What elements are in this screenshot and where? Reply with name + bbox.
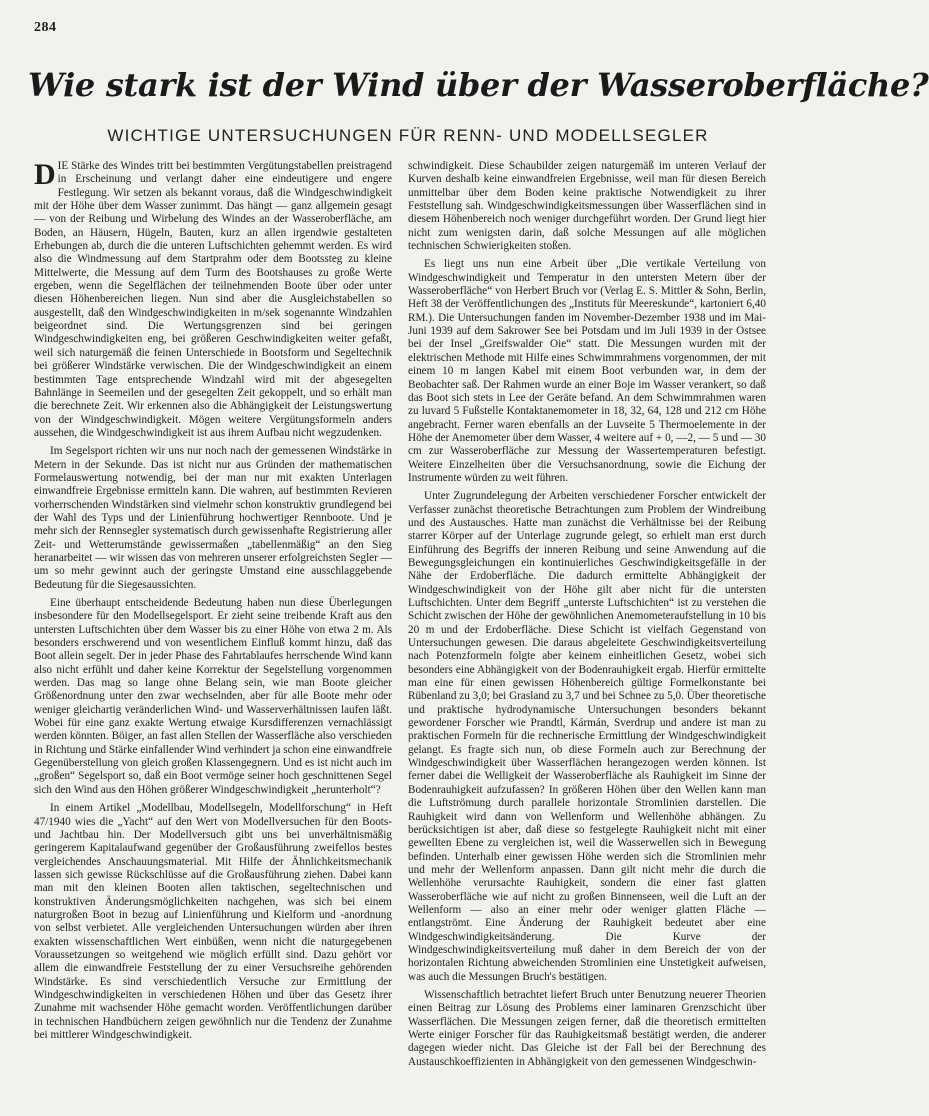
right-column (408, 160, 766, 1104)
paragraph: In einem Artikel „Modellbau, Modellsegeln, Modellforschung“ in Heft 47/1940 wies die „Yacht“ auf den Wert von Modellversuchen für den Boots- und Jachtbau hin. Der Modellversuch gibt uns bei unverhältnismäßig geringerem Kapitalaufwand gegenüber der Großausführung zweifellos bestes vergleichendes Anschauungsmaterial. Mit Hilfe der Ähnlichkeitsmechanik lassen sich gewisse Rückschlüsse auf die Großausführung ziehen. Dabei kann man mit den kleinen Booten allen taktischen, segeltechnischen und konstruktiven Änderungsmöglichkeiten nachgehen, was sich bei einem naturgroßen Boot in bezug auf Linienführung und Kielform und -anordnung von selbst verbietet. Alle vergleichenden Untersuchungen würden aber ihren exakten wissenschaftlichen Wert einbüßen, wenn nicht die naturgegebenen Voraussetzungen so weitgehend wie möglich erfüllt sind. Dazu gehört vor allem die einwandfreie Feststellung der zu einer Versuchsreihe gehörenden Windstärke. Es sind verschiedentlich Versuche zur Ermittlung der Windgeschwindigkeiten in verschiedenen Höhen und über das Gesetz ihrer Zunahme mit wachsender Höhe gemacht worden. Veröffentlichungen darüber in technischen Handbüchern zeigen gewöhnlich nur die Tendenz der Zunahme bei mittlerer Windgeschwindigkeit. (34, 802, 392, 1041)
article-body (34, 160, 766, 1104)
left-column (34, 160, 392, 1104)
paragraph: schwindigkeit. Diese Schaubilder zeigen naturgemäß im unteren Verlauf der Kurven deshalb keine einwandfreien Ergebnisse, weil man für diesen Bereich unmittelbar über dem Boden keine praktische Notwendigkeit zu ihrer Feststellung sah. Windgeschwindigkeitsmessungen über Wasserflächen sind in diesem Höhenbereich noch weniger durchgeführt worden. Der Grund liegt hier nicht zum wenigsten darin, daß solche Messungen auf alle möglichen technischen Schwierigkeiten stoßen. (408, 160, 766, 253)
article-headline: Wie stark ist der Wind über der Wasseroberfläche? (28, 66, 929, 104)
paragraph (34, 160, 392, 440)
paragraph: Eine überhaupt entscheidende Bedeutung haben nun diese Überlegungen insbesondere für den Modellsegelsport. Er zieht seine treibende Kraft aus den untersten Luftschichten über dem Wasser bis zu einer Höhe von etwa 2 m. Als besonders erschwerend und von wesentlichem Einfluß kommt hinzu, daß das Boot allein segelt. Der in jeder Phase des Fahrtablaufes herrschende Wind kann also nicht erfühlt und daher keine Korrektur der Segelstellung vorgenommen werden. Das mag so lange ohne Belang sein, wie man Boote gleicher Größenordnung unter den zwar wechselnden, aber für alle Boote mehr oder weniger gleichartig veränderlichen Wind- und Wasserverhältnissen laufen läßt. Wobei für eine ganz exakte Wertung etwaige Kursdifferenzen vernachlässigt werden könnten. Böiger, an fast allen Stellen der Wasserfläche also verschieden in Richtung und Stärke einfallender Wind verhindert ja schon eine einwandfreie Gegenüberstellung von gleich großen Klassengegnern. Und es ist nicht auch im „großen“ Segelsport so, daß ein Boot vermöge seiner hoch geschnittenen Segel sich den Wind aus den Höhen größerer Windgeschwindigkeit „herunterholt“? (34, 597, 392, 796)
paragraph: Es liegt uns nun eine Arbeit über „Die vertikale Verteilung von Windgeschwindigkeit und Temperatur in den untersten Metern über der Wasseroberfläche“ von Herbert Bruch vor (Verlag E. S. Mittler & Sohn, Berlin, Heft 38 der Veröffentlichungen des „Instituts für Meereskunde“, kartoniert 6,40 RM.). Die Untersuchungen fanden im November-Dezember 1938 und im Mai-Juni 1939 auf dem Sakrower See bei Potsdam und im Juli 1939 in der Ostsee bei der Insel „Greifswalder Oie“ statt. Die Messungen wurden mit der elektrischen Methode mit Hilfe eines Schwimmrahmens vorgenommen, der mit einem 10 m langen Kabel mit einem Boot verbunden war, in dem der Beobachter saß. Der Rahmen wurde an einer Boje im Wasser verankert, so daß das Boot sich stets in Lee der Geräte befand. An dem Schwimmrahmen waren zu luvard 5 Fußstelle Kontaktanemometer in 18, 32, 64, 128 und 212 cm Höhe angebracht. Ferner waren ebenfalls an der Luvseite 5 Thermoelemente in der Höhe der Anemometer über dem Wasser, 4 weitere auf + 0, —2, — 5 und — 30 cm zur Wasseroberfläche zur Messung der Wassertemperaturen befestigt. Weitere Einzelheiten über die Versuchsanordnung, sowie die Eichung der Instrumente würden zu weit führen. (408, 258, 766, 484)
paragraph: Unter Zugrundelegung der Arbeiten verschiedener Forscher entwickelt der Verfasser zunächst theoretische Betrachtungen zum Problem der Windreibung und des Austausches. Hatte man zunächst die Verhältnisse bei der Reibung starrer Körper auf der Unterlage zugrunde gelegt, so erhielt man erst durch Einführung des Begriffs der inneren Reibung und seine Anwendung auf die Bewegungsgleichungen ein kontinuierliches Geschwindigkeitsgefälle in der Nähe der Erdoberfläche. Die dadurch ermittelte Abhängigkeit der Windgeschwindigkeit von der Höhe gilt aber nicht für die untersten Luftschichten. Unter dem Begriff „unterste Luftschichten“ ist zu verstehen die Schicht zwischen der Höhe der gewöhnlichen Anemometeraufstellung in 10 bis 20 m und der Erdoberfläche. Diese Schicht ist vielfach Gegenstand von Untersuchungen gewesen. Die daraus abgeleitete Geschwindigkeitsverteilung nach Potenzformeln folgte aber keinem einheitlichen Gesetz, wobei sich besonders eine Abhängigkeit von der Bodenrauhigkeit ergab. Hierfür ermittelte man eine für einen gewissen Höhenbereich gültige Formelkonstante bei Rübenland zu 3,0; bei Grasland zu 3,7 und bei Schnee zu 5,0. Über theoretische und praktische hydrodynamische Untersuchungen besonders bekannt gewordener Forscher wie Prandtl, Kármán, Sverdrup und andere ist man zu praktischen Formeln für die rechnerische Ermittlung der Windgeschwindigkeit gelangt. Es fragte sich nun, ob diese Formeln auch zur Berechnung der Windgeschwindigkeit über Wasserflächen herangezogen werden können. Ist ferner dabei die Welligkeit der Wasseroberfläche als Rauhigkeit im Sinne der Bodenrauhigkeit aufzufassen? In größeren Höhen über den Wellen kann man die Luftströmung durch parallele horizontale Stromlinien darstellen. Die Rauhigkeit wird dann von Wellenform und Wellenhöhe abhängen. Zu berücksichtigen ist aber, daß diese so festgelegte Rauhigkeit nicht mit einer gewellten Ebene zu vergleichen ist, weil die Wasserwellen sich in Bewegung befinden. Unterhalb einer gewissen Höhe werden sich die Stromlinien mehr und mehr der Wellenform anpassen. Dann gilt nicht mehr die durch die Wellenhöhe verursachte Rauhigkeit, sondern die einer fast glatten Wasseroberfläche wie auf nicht zu großen Binnenseen, weil die Luft an der Wellenform — also an einer mehr oder weniger glatten Fläche — entlangströmt. Eine Änderung der Rauhigkeit bedeutet aber eine Windgeschwindigkeitsänderung. Die Kurve der Windgeschwindigkeitsverteilung muß daher in dem Bereich der von der horizontalen Richtung abweichenden Stromlinien eine Unstetigkeit aufweisen, was auch die Messungen Bruch's bestätigen. (408, 490, 766, 983)
page-number: 284 (34, 20, 57, 35)
paragraph: Im Segelsport richten wir uns nur noch nach der gemessenen Windstärke in Metern in der Sekunde. Das ist nicht nur aus Gründen der mathematischen Formelauswertung notwendig, bei der man nur mit exakten Unterlagen einwandfreie Ergebnisse ermitteln kann. Die wahren, auf bestimmten Revieren vorherrschenden Windstärken sind vielmehr schon konstruktiv grundlegend bei der Wahl des Typs und der Linienführung hochwertiger Rennboote. Und je mehr sich der Rennsegler systematisch durch gewissenhafte Registrierung aller Zeit- und Wetterumstände gewissermaßen „tabellenmäßig“ an den Sieg heranarbeitet — wir wissen das von mehreren unserer erfolgreichsten Segler — um so mehr gewinnt auch der geringste Umstand eine ausschlaggebende Bedeutung für die Siegesaussichten. (34, 445, 392, 591)
paragraph: Wissenschaftlich betrachtet liefert Bruch unter Benutzung neuerer Theorien einen Beitrag zur Lösung des Problems einer laminaren Grenzschicht über Wasserflächen. Die Messungen zeigen ferner, daß die theoretisch ermittelten Werte einiger Forscher für das Rauhigkeitsmaß bestätigt werden, die anderer dagegen wieder nicht. Das Gleiche ist der Fall bei der Berechnung des Austauschkoeffizienten in Abhängigkeit von den gemessenen Windgeschwin- (408, 988, 766, 1068)
paragraph-text: IE Stärke des Windes tritt bei bestimmten Vergütungstabellen preistragend in Erscheinung und verlangt daher eine eindeutigere und engere Festlegung. Wir setzen als bekannt voraus, daß die Windgeschwindigkeit mit der Höhe über dem Wasser zunimmt. Das hängt — ganz allgemein gesagt — von der Reibung und Wirbelung des Windes an der Wasseroberfläche, am Boden, an Häusern, Hügeln, Bauten, kurz an allen irgendwie gestalteten Erhebungen ab, durch die die unteren Luftschichten gehemmt werden. Es wird also die Windmessung auf dem Startprahm oder dem Bootssteg zu kleine Mittelwerte, die Messung auf dem Turm des Bootshauses zu große Werte ergeben, wenn die Segelflächen der teilnehmenden Boote über oder unter diesen Höhenbereichen liegen. Nun sind aber die Ausgleichstabellen so ausgestellt, daß den Windgeschwindigkeiten in m/sek sogenannte Windzahlen beigeordnet sind. Die Wertungsgrenzen sind bei geringen Windgeschwindigkeiten eng, bei größeren Geschwindigkeiten weiter gefaßt, weil sich naturgemäß die feinen Unterschiede in Bootsform und Segeltechnik bei größerer Windstärke verwischen. Die der Windgeschwindigkeit an einem bestimmten Tage entsprechende Windzahl wird mit der abgesegelten Bahnlänge in Seemeilen und der gesegelten Zeit gekoppelt, und so erhält man die berechnete Zeit. Wir erkennen also die Abhängigkeit der Leistungswertung von der Windgeschwindigkeit. Mögen weitere Vergütungsformeln anders aussehen, die Windgeschwindigkeit ist aus ihrem Aufbau nicht wegzudenken. (34, 160, 392, 439)
article-subheadline: WICHTIGE UNTERSUCHUNGEN FÜR RENN- UND MODELLSEGLER (107, 126, 709, 145)
drop-cap: D (34, 158, 56, 191)
